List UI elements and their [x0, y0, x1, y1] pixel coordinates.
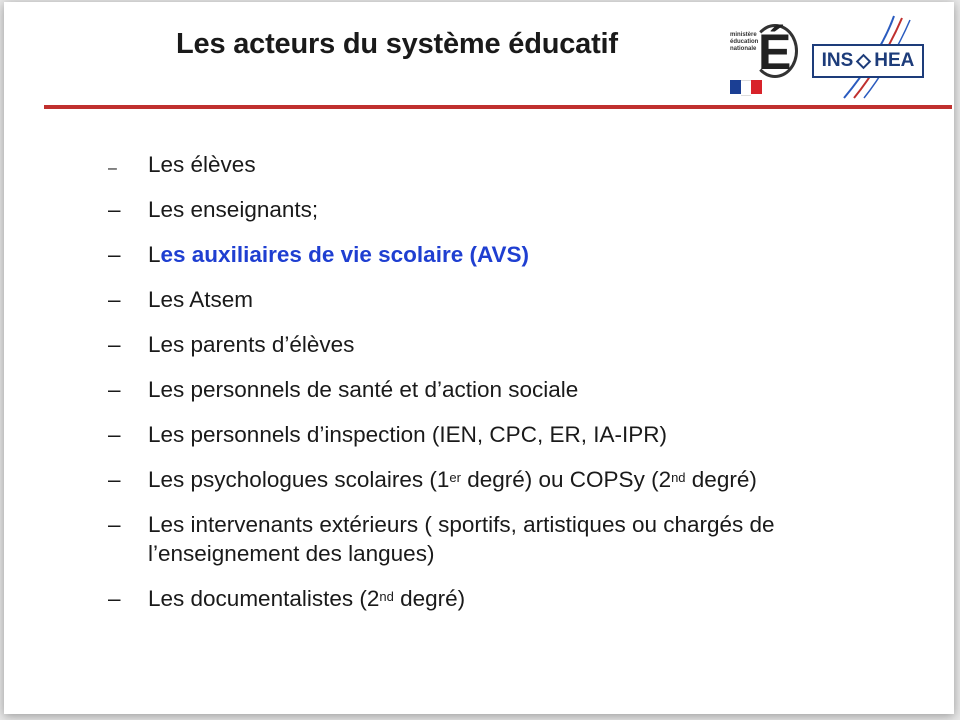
list-item-text: [148, 242, 529, 267]
list-item: [108, 195, 848, 224]
dash-marker: –: [108, 467, 121, 492]
list-item-text: Les enseignants;: [148, 197, 319, 222]
slide-title: Les acteurs du système éducatif: [176, 28, 618, 60]
list-item: [108, 285, 848, 314]
list-item-text: Les Atsem: [148, 287, 254, 312]
list-item: [108, 510, 848, 568]
diamond-icon: [856, 53, 872, 69]
list-item-text: Les personnels d’inspection (IEN, CPC, ER, IA-IPR): [148, 422, 667, 447]
list-item: [108, 375, 848, 404]
text-part: Les psychologues scolaires (1: [148, 467, 450, 492]
title-divider: [44, 105, 952, 109]
dash-marker: –: [108, 197, 121, 222]
text-part: Les documentalistes (2: [148, 586, 380, 611]
flag-white: [741, 80, 752, 96]
ministry-line-2: éducation: [730, 39, 759, 45]
dash-marker: –: [108, 160, 117, 177]
ministry-letter: É: [758, 24, 792, 80]
dash-marker: –: [108, 512, 121, 537]
text-part: degré) ou COPSy (2: [460, 467, 672, 492]
superscript: nd: [671, 470, 686, 485]
ins-hea-logo: [812, 44, 924, 78]
dash-marker: –: [108, 422, 121, 447]
hea-label: HEA: [874, 50, 915, 71]
list-item-text: Les intervenants extérieurs ( sportifs, artistiques ou chargés de l’enseignement des langues): [148, 512, 775, 566]
actors-list: [108, 150, 848, 629]
text-part: degré): [393, 586, 466, 611]
ministry-line-3: nationale: [730, 46, 757, 52]
slide: [4, 2, 954, 714]
list-item: [108, 420, 848, 449]
text-part: degré): [685, 467, 757, 492]
dash-marker: –: [108, 377, 121, 402]
first-letter: L: [148, 242, 161, 267]
list-item-highlighted: [108, 240, 848, 269]
dash-marker: –: [108, 242, 121, 267]
list-item-text: Les parents d’élèves: [148, 332, 355, 357]
list-item: [108, 465, 848, 494]
flag-red: [751, 80, 762, 94]
list-item-text: [148, 467, 757, 492]
list-item-text: Les personnels de santé et d’action sociale: [148, 377, 579, 402]
superscript: er: [449, 470, 461, 485]
dash-marker: –: [108, 586, 121, 611]
list-item: [108, 150, 848, 179]
ministry-logo: [728, 22, 800, 100]
list-item: [108, 330, 848, 359]
french-flag-icon: [730, 80, 762, 94]
dash-marker: –: [108, 287, 121, 312]
list-item: [108, 584, 848, 613]
ins-label: INS: [821, 50, 854, 71]
dash-marker: –: [108, 332, 121, 357]
list-item-text: Les élèves: [148, 152, 256, 177]
highlighted-text: es auxiliaires de vie scolaire (AVS): [160, 242, 530, 267]
list-item-text: [148, 586, 465, 611]
superscript: nd: [379, 589, 394, 604]
flag-blue: [730, 80, 741, 94]
ministry-line-1: ministère: [730, 32, 757, 38]
